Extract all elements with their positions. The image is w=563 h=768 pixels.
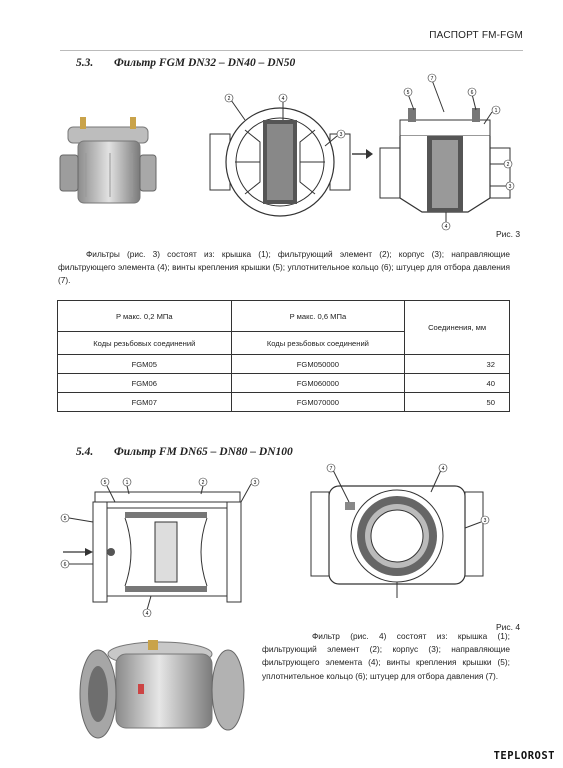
callout-label: 2 [506,162,510,168]
callout-label: 2 [227,96,231,102]
table-cell: 32 [405,355,510,374]
callout-label: 1 [494,108,498,114]
page-header-title: ПАСПОРТ FM-FGM [429,30,523,41]
figure-caption-4: Рис. 4 [496,622,521,632]
callout-label: 3 [483,518,487,524]
watermark-logo: TEPLOROST [493,750,555,762]
table-header: P макс. 0,2 МПа [58,301,232,332]
callout-label: 4 [281,96,285,102]
arrow-right-icon [352,148,374,160]
codes-table [57,300,510,412]
callout-label: 5 [406,90,410,96]
section-title-5-3 [76,57,295,69]
section2-paragraph: Фильтр (рис. 4) состоят из: крышка (1); фильтрующий элемент (2); корпус (3); направляющие фильтрующего элемента (4); винты крепления крышки (5); уплотнительное кольцо (6); штуцер для отбора давления (7). [262,631,510,681]
table-cell: FGM060000 [231,374,405,393]
section-heading: Фильтр FM DN65 – DN80 – DN100 [114,446,293,458]
fm-filter-photo [78,628,248,746]
section-title-5-4 [76,446,293,458]
callout-label: 4 [441,466,445,472]
table-cell: FGM070000 [231,393,405,412]
callout-label: 7 [430,76,434,82]
callout-label: 3 [339,132,343,138]
fgm-front-section-drawing [205,92,355,232]
callout-label: 4 [145,611,149,617]
fm-longitudinal-section-drawing [55,472,270,617]
table-row [58,393,510,412]
fgm-side-section-drawing [372,72,522,232]
table-cell: 40 [405,374,510,393]
table-cell: 50 [405,393,510,412]
table-subheader: Коды резьбовых соединений [58,332,232,355]
table-cell: FGM05 [58,355,232,374]
callout-label: 2 [201,480,205,486]
callout-label: 6 [63,562,67,568]
callout-label: 1 [125,480,129,486]
table-cell: FGM07 [58,393,232,412]
table-header: P макс. 0,6 МПа [231,301,405,332]
callout-label: 5 [63,516,67,522]
table-header: Соединения, мм [405,301,510,355]
header-rule [60,50,523,51]
section-number: 5.3. [76,57,94,69]
callout-label: 3 [253,480,257,486]
figure-caption-3: Рис. 3 [496,229,521,239]
table-row [58,374,510,393]
fm-cross-section-drawing [305,462,490,612]
section1-paragraph: Фильтры (рис. 3) состоят из: крышка (1); фильтрующий элемент (2); корпус (3); направляющие фильтрующего элемента (4); винты крепления крышки (5); уплотнительное кольцо (6); штуцер для отбора давления (7). [58,249,510,286]
callout-label: 6 [470,90,474,96]
table-row [58,355,510,374]
callout-label: 3 [508,184,512,190]
table-cell: FGM06 [58,374,232,393]
callout-label: 7 [329,466,333,472]
fgm-filter-photo [58,105,158,213]
table-subheader: Коды резьбовых соединений [231,332,405,355]
section-number: 5.4. [76,446,94,458]
callout-label: 4 [444,224,448,230]
callout-label: 5 [103,480,107,486]
section-heading: Фильтр FGM DN32 – DN40 – DN50 [114,57,296,69]
table-cell: FGM050000 [231,355,405,374]
